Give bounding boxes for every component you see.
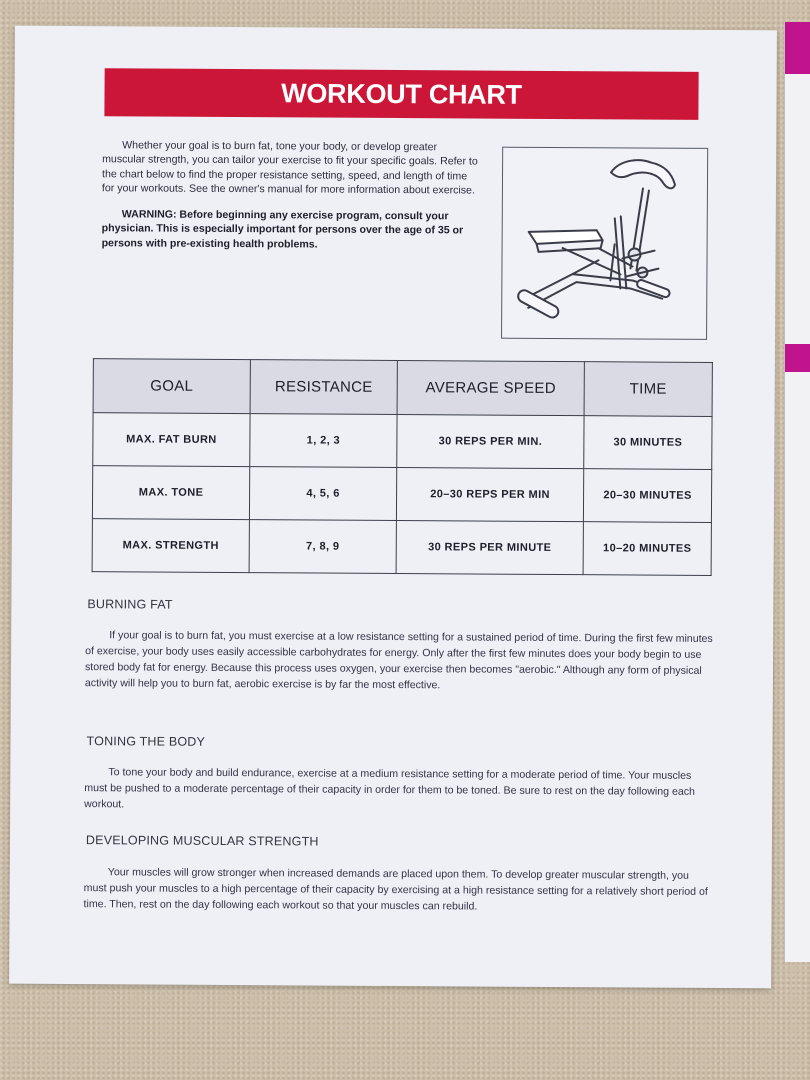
column-header-time: TIME xyxy=(584,362,712,417)
table-row xyxy=(93,413,712,470)
adjacent-sheet xyxy=(784,22,810,962)
cell-speed: 20–30 REPS PER MIN xyxy=(396,468,583,522)
cell-time: 10–20 MINUTES xyxy=(583,522,711,576)
toning-paragraph: To tone your body and build endurance, exercise at a medium resistance setting for a moderate period of time. Your muscles must be pushed to a moderate percentage of their capacity in order for them to be toned. Be sure to rest on the day following each workout. xyxy=(84,766,695,811)
workout-chart-sheet xyxy=(9,26,777,989)
cell-speed: 30 REPS PER MINUTE xyxy=(396,521,583,575)
burning-fat-paragraph: If your goal is to burn fat, you must exercise at a low resistance setting for a sustained period of time. During the first few minutes of exercise, your body uses easily accessible carbohydrates for energy. Only after the first few minutes does your body begin to use stored body fat for energy. Because this process uses oxygen, your exercise then becomes "aerobic." Although any form of physical activity will help you to burn fat, aerobic exercise is by far the most effective. xyxy=(84,629,713,692)
cell-resistance: 7, 8, 9 xyxy=(249,520,396,574)
adjacent-sheet-accent-bar xyxy=(785,344,810,372)
section-heading-strength: DEVELOPING MUSCULAR STRENGTH xyxy=(85,833,319,849)
cell-goal: MAX. TONE xyxy=(92,466,249,520)
cell-goal: MAX. FAT BURN xyxy=(93,413,250,467)
section-body-burning-fat xyxy=(85,627,715,695)
table-row xyxy=(92,519,711,576)
table-header-row xyxy=(93,359,712,417)
section-heading-toning: TONING THE BODY xyxy=(86,734,206,749)
section-body-toning xyxy=(84,764,714,816)
intro-text xyxy=(102,138,481,252)
section-body-strength xyxy=(84,864,714,916)
workout-table xyxy=(92,358,713,576)
cell-goal: MAX. STRENGTH xyxy=(92,519,249,573)
column-header-goal: GOAL xyxy=(93,359,250,414)
exercise-machine-icon xyxy=(501,147,708,340)
cell-resistance: 1, 2, 3 xyxy=(250,414,397,468)
cell-speed: 30 REPS PER MIN. xyxy=(397,415,584,469)
cell-resistance: 4, 5, 6 xyxy=(249,467,396,521)
adjacent-sheet-accent-bar xyxy=(785,22,810,74)
strength-paragraph: Your muscles will grow stronger when increased demands are placed upon them. To develop greater muscular strength, you must push your muscles to a high percentage of their capacity by exercising at a high resistance setting for a relatively short period of time. Then, rest on the day following each workout so that your muscles can rebuild. xyxy=(83,866,708,913)
column-header-resistance: RESISTANCE xyxy=(250,360,397,415)
page-title: WORKOUT CHART xyxy=(104,68,698,120)
warning-paragraph: WARNING: Before beginning any exercise program, consult your physician. This is especially important for persons over the age of 35 or persons with pre-existing health problems. xyxy=(101,208,464,251)
section-heading-burning-fat: BURNING FAT xyxy=(87,597,173,612)
intro-paragraph: Whether your goal is to burn fat, tone your body, or develop greater muscular strength, you can tailor your exercise to fit your specific goals. Refer to the chart below to find the proper resistance setting, speed, and length of time for your workouts. See the owner's manual for more information about exercise. xyxy=(101,139,478,197)
cell-time: 20–30 MINUTES xyxy=(583,469,711,523)
table-row xyxy=(92,466,711,523)
cell-time: 30 MINUTES xyxy=(584,416,712,470)
column-header-average-speed: AVERAGE SPEED xyxy=(397,361,584,416)
